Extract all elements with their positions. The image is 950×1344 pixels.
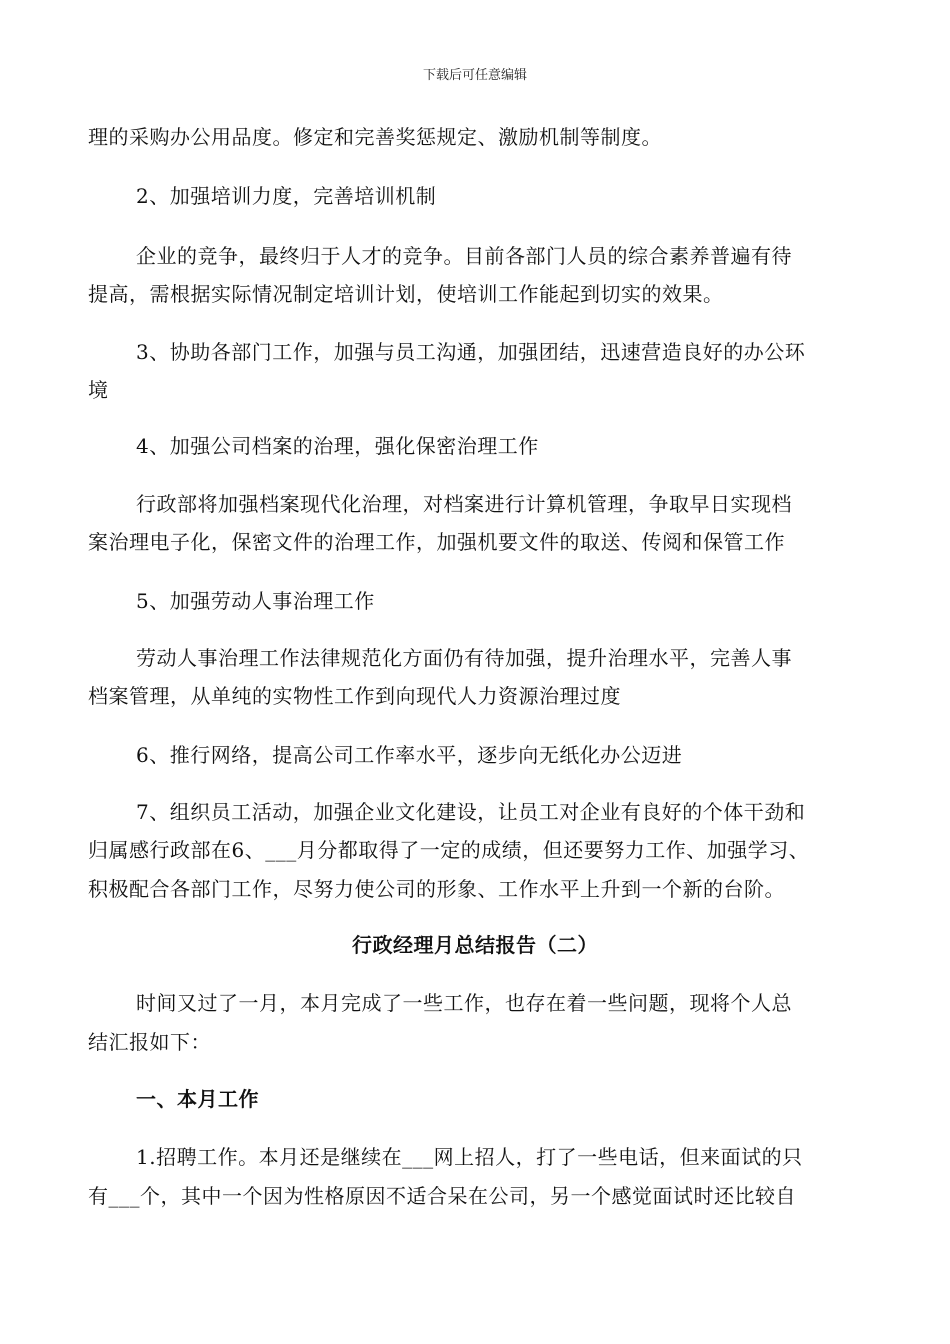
paragraph-line: 企业的竞争，最终归于人才的竞争。目前各部门人员的综合素养普遍有待 — [136, 244, 792, 268]
page-header: 下载后可任意编辑 — [422, 68, 527, 83]
paragraph-line: 案治理电子化，保密文件的治理工作，加强机要文件的取送、传阅和保管工作 — [88, 530, 785, 554]
section-heading: 5、加强劳动人事治理工作 — [136, 589, 375, 613]
section-heading: 2、加强培训力度，完善培训机制 — [136, 184, 437, 208]
paragraph-line: 提高，需根据实际情况制定培训计划，使培训工作能起到切实的效果。 — [88, 282, 724, 306]
paragraph-line: 1.招聘工作。本月还是继续在___网上招人，打了一些电话，但来面试的只 — [136, 1145, 803, 1169]
document-title: 行政经理月总结报告（二） — [352, 933, 598, 957]
section-heading: 4、加强公司档案的治理，强化保密治理工作 — [136, 434, 539, 458]
paragraph-line: 行政部将加强档案现代化治理，对档案进行计算机管理，争取早日实现档 — [136, 492, 792, 516]
paragraph-line: 归属感行政部在6、___月分都取得了一定的成绩，但还要努力工作、加强学习、 — [88, 838, 810, 862]
section-heading: 3、协助各部门工作，加强与员工沟通，加强团结，迅速营造良好的办公环 — [136, 340, 806, 364]
section-heading: 6、推行网络，提高公司工作率水平，逐步向无纸化办公迈进 — [136, 743, 683, 767]
paragraph-line: 有___个，其中一个因为性格原因不适合呆在公司，另一个感觉面试时还比较自 — [88, 1184, 796, 1208]
section-heading: 一、本月工作 — [136, 1087, 259, 1111]
paragraph-line: 积极配合各部门工作，尽努力使公司的形象、工作水平上升到一个新的台阶。 — [88, 877, 785, 901]
paragraph-line: 境 — [88, 378, 109, 402]
paragraph-line: 档案管理，从单纯的实物性工作到向现代人力资源治理过度 — [88, 684, 621, 708]
section-heading: 7、组织员工活动，加强企业文化建设，让员工对企业有良好的个体干劲和 — [136, 800, 806, 824]
paragraph-line: 理的采购办公用品度。修定和完善奖惩规定、激励机制等制度。 — [88, 125, 662, 149]
paragraph-line: 劳动人事治理工作法律规范化方面仍有待加强，提升治理水平，完善人事 — [136, 646, 792, 670]
paragraph-line: 时间又过了一月，本月完成了一些工作，也存在着一些问题，现将个人总 — [136, 991, 792, 1015]
paragraph-line: 结汇报如下： — [88, 1030, 211, 1054]
